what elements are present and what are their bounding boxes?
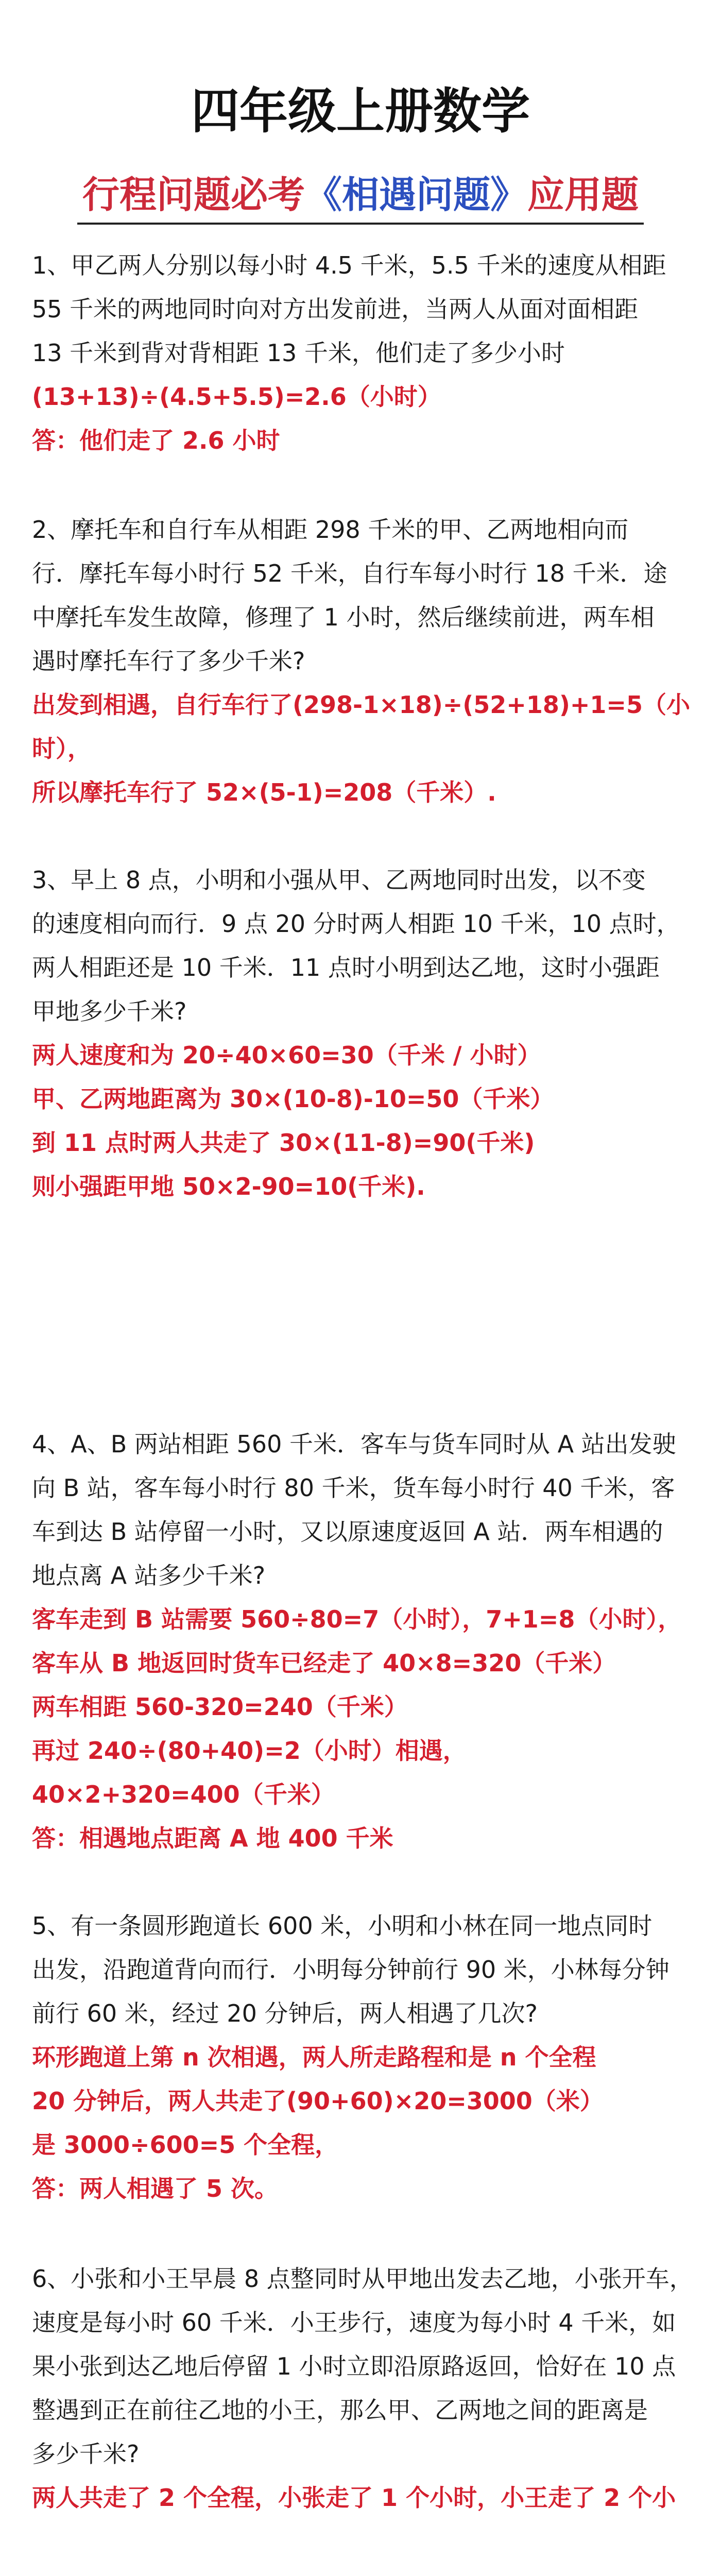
page-subtitle — [0, 173, 721, 216]
answer-line: 所以摩托车行了 52×(5-1)=208（千米）. — [32, 778, 496, 806]
question-line: 两人相距还是 10 千米．11 点时小明到达乙地，这时小强距 — [32, 954, 660, 981]
question-line: 甲地多少千米? — [32, 997, 187, 1025]
question-line: 2、摩托车和自行车从相距 298 千米的甲、乙两地相向而 — [32, 516, 629, 544]
question-line: 5、有一条圆形跑道长 600 米，小明和小林在同一地点同时 — [32, 1912, 653, 1940]
subtitle-highlight: 《相遇问题》 — [304, 173, 527, 216]
question-line: 出发，沿跑道背向而行．小明每分钟前行 90 米，小林每分钟 — [32, 1956, 670, 1984]
question-line: 地点离 A 站多少千米? — [32, 1562, 266, 1589]
question-line: 整遇到正在前往乙地的小王，那么甲、乙两地之间的距离是 — [32, 2396, 648, 2424]
answer-line: 则小强距甲地 50×2-90=10(千米). — [32, 1173, 425, 1200]
question-line: 4、A、B 两站相距 560 千米．客车与货车同时从 A 站出发驶 — [32, 1430, 676, 1458]
question-line: 多少千米? — [32, 2440, 140, 2468]
answer-line: 甲、乙两地距离为 30×(10-8)-10=50（千米） — [32, 1085, 554, 1113]
subtitle-prefix: 行程问题必考 — [82, 173, 305, 216]
answer-line: (13+13)÷(4.5+5.5)=2.6（小时） — [32, 383, 441, 411]
question-line: 前行 60 米，经过 20 分钟后，两人相遇了几次? — [32, 1999, 538, 2027]
answer-line: 两车相距 560-320=240（千米） — [32, 1693, 408, 1721]
question-line: 3、早上 8 点，小明和小强从甲、乙两地同时出发，以不变 — [32, 866, 646, 894]
answer-line: 再过 240÷(80+40)=2（小时）相遇， — [32, 1737, 467, 1765]
answer-line: 是 3000÷600=5 个全程， — [32, 2131, 339, 2159]
question-line: 55 千米的两地同时向对方出发前进，当两人从面对面相距 — [32, 295, 639, 323]
answer-line: 到 11 点时两人共走了 30×(11-8)=90(千米) — [32, 1129, 535, 1157]
answer-line: 时）， — [32, 735, 91, 762]
question-line: 的速度相向而行．9 点 20 分时两人相距 10 千米，10 点时， — [32, 910, 680, 938]
question-line: 车到达 B 站停留一小时，又以原速度返回 A 站．两车相遇的 — [32, 1518, 663, 1546]
answer-line: 答：两人相遇了 5 次。 — [32, 2175, 279, 2202]
page-title: 四年级上册数学 — [191, 83, 530, 140]
answer-line: 客车从 B 地返回时货车已经走了 40×8=320（千米） — [32, 1649, 616, 1677]
question-line: 中摩托车发生故障，修理了 1 小时，然后继续前进，两车相 — [32, 603, 655, 631]
answer-line: 40×2+320=400（千米） — [32, 1781, 335, 1808]
answer-line: 出发到相遇，自行车行了(298-1×18)÷(52+18)+1=5（小 — [32, 691, 690, 719]
subtitle-suffix: 应用题 — [527, 173, 639, 216]
subtitle-underline — [77, 223, 644, 225]
question-line: 遇时摩托车行了多少千米? — [32, 647, 305, 675]
answer-line: 两人共走了 2 个全程，小张走了 1 个小时，小王走了 2 个小 — [32, 2484, 676, 2512]
question-line: 速度是每小时 60 千米．小王步行，速度为每小时 4 千米，如 — [32, 2309, 676, 2336]
answer-line: 20 分钟后，两人共走了(90+60)×20=3000（米） — [32, 2087, 604, 2115]
question-line: 向 B 站，客车每小时行 80 千米，货车每小时行 40 千米，客 — [32, 1474, 675, 1502]
question-line: 果小张到达乙地后停留 1 小时立即沿原路返回，恰好在 10 点 — [32, 2352, 676, 2380]
answer-line: 环形跑道上第 n 次相遇，两人所走路程和是 n 个全程 — [32, 2043, 596, 2071]
answer-line: 两人速度和为 20÷40×60=30（千米 / 小时） — [32, 1041, 541, 1069]
question-line: 6、小张和小王早晨 8 点整同时从甲地出发去乙地，小张开车， — [32, 2265, 693, 2293]
answer-line: 答：相遇地点距离 A 地 400 千米 — [32, 1824, 393, 1852]
question-line: 行．摩托车每小时行 52 千米，自行车每小时行 18 千米．途 — [32, 560, 667, 587]
question-line: 13 千米到背对背相距 13 千米，他们走了多少小时 — [32, 339, 565, 367]
question-line: 1、甲乙两人分别以每小时 4.5 千米，5.5 千米的速度从相距 — [32, 251, 666, 279]
answer-line: 客车走到 B 站需要 560÷80=7（小时），7+1=8（小时）， — [32, 1605, 682, 1633]
answer-line: 答：他们走了 2.6 小时 — [32, 427, 280, 454]
